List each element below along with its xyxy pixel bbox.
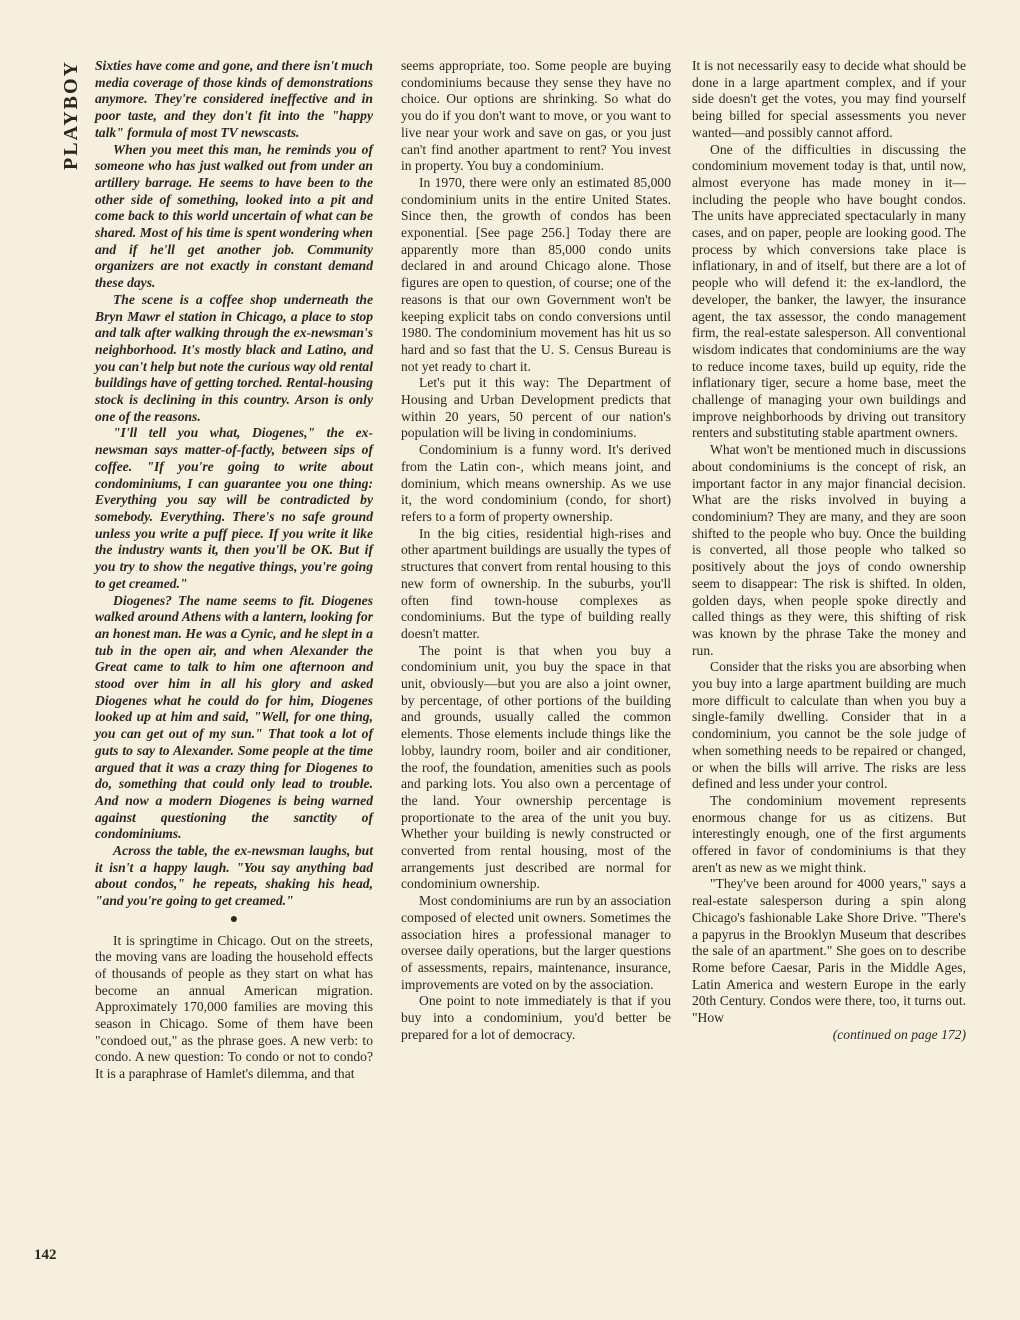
paragraph: In the big cities, residential high-rises and other apartment buildings are usually the types of structures that convert from rental housing to this new form of ownership. In the suburbs, you'll often find town-house complexes as condominiums. But the type of building really doesn't matter.	[401, 525, 671, 641]
paragraph: It is not necessarily easy to decide what should be done in a large apartment complex, and if your side doesn't get the votes, you may find yourself being billed for special assessments you never wanted—and possibly cannot afford.	[692, 58, 966, 140]
paragraph: The scene is a coffee shop underneath the Bryn Mawr el station in Chicago, a place to stop and talk after walking through the ex-newsman's neighborhood. It's mostly black and Latino, and you can't help but note the curious way old rental buildings have of getting torched. Rental-housing stock is declining in this country. Arson is only one of the reasons.	[95, 291, 373, 424]
paragraph: What won't be mentioned much in discussions about condominiums is the concept of risk, an important factor in any major financial decision. What are the risks involved in buying a condominium? They are many, and they are soon shifted to the people who buy. Once the building is converted, all those people who talked so positively about the joys of condo ownership seem to disappear: The risk is shifted. In olden, golden days, when people spoke directly and called things as they were, this shifting of risk was known by the phrase Take the money and run.	[692, 442, 966, 658]
paragraph: In 1970, there were only an estimated 85,000 condominium units in the entire United States. Since then, the growth of condos has been exponential. [See page 256.] Today there are apparently more than 85,000 condo units declared in and around Chicago alone. Those figures are open to question, of course; one of the reasons is that our own Government won't be keeping explicit tabs on condo conversions until 1980. The condominium movement has hit us so hard and so fast that the U. S. Census Bureau is not yet ready to chart it.	[401, 174, 671, 374]
column-3	[692, 58, 966, 1043]
section-separator: ●	[229, 911, 239, 927]
paragraph: "I'll tell you what, Diogenes," the ex-newsman says matter-of-factly, between sips of coffee. "If you're going to write about condominiums, I can guarantee you one thing: Everything you say will be contradicted by somebody. Everything. There's no safe ground unless you write a puff piece. If you write it like the industry wants it, then you'll be OK. But if you try to show the negative things, you're going to get creamed."	[95, 425, 373, 591]
paragraph: Let's put it this way: The Department of Housing and Urban Development predicts that within 20 years, 50 percent of our nation's population will be living in condominiums.	[401, 375, 671, 441]
paragraph: One point to note immediately is that if you buy into a condominium, you'd better be prepared for a lot of democracy.	[401, 993, 671, 1042]
paragraph: Most condominiums are run by an association composed of elected unit owners. Sometimes the association hires a professional manager to oversee daily operations, but the larger questions of assessments, repairs, maintenance, insurance, improvements are voted on by the association.	[401, 893, 671, 992]
page-number: 142	[34, 1247, 57, 1263]
paragraph: When you meet this man, he reminds you of someone who has just walked out from under an artillery barrage. He seems to have been to the other side of something, looked into a pit and come back to this world uncertain of what can be shared. Most of his time is spent wondering when and if he'll get another job. Community organizers are not exactly in constant demand these days.	[95, 141, 373, 291]
column-1	[95, 58, 373, 1083]
paragraph: Condominium is a funny word. It's derived from the Latin con-, which means joint, and dominium, which means ownership. As we use it, the word condominium (condo, for short) refers to a form of property ownership.	[401, 442, 671, 524]
continued-note: (continued on page 172)	[832, 1026, 966, 1042]
paragraph: Consider that the risks you are absorbing when you buy into a large apartment building are much more difficult to calculate than when you buy a single-family dwelling. Consider that in a condominium, you cannot be the sole judge of when something needs to be repaired or changed, or when the bills will arrive. The risks are less defined and less under your control.	[692, 659, 966, 792]
paragraph: The point is that when you buy a condominium unit, you buy the space in that unit, obviously—but you are also a joint owner, by percentage, of other portions of the building and grounds, usually called the common elements. Those elements include things like the lobby, laundry room, boiler and air conditioner, the roof, the foundation, amenities such as pools and parking lots. You also own a percentage of the land. Your ownership percentage is proportionate to the area of the unit you buy. Whether your building is newly constructed or converted from rental housing, most of the arrangements just described are normal for condominium ownership.	[401, 642, 671, 892]
paragraph: Across the table, the ex-newsman laughs, but it isn't a happy laugh. "You say anything bad about condos," he repeats, shaking his head, "and you're going to get creamed."	[95, 843, 373, 909]
paragraph: Diogenes? The name seems to fit. Diogenes walked around Athens with a lantern, looking for an honest man. He was a Cynic, and he slept in a tub in the open air, and when Alexander the Great came to talk to him one afternoon and stood over him in all his glory and asked Diogenes what he could do for him, Diogenes looked up at him and said, "Well, for one thing, you can get out of my sun." That took a lot of guts to say to Alexander. Some people at the time argued that it was a crazy thing for Diogenes to do, something that could only lead to trouble. And now a modern Diogenes is being warned against questioning the sanctity of condominiums.	[95, 592, 373, 842]
magazine-running-head: PLAYBOY	[60, 60, 82, 170]
paragraph: One of the difficulties in discussing the condominium movement today is that, until now, almost everyone has made money in it—including the people who have bought condos. The units have appreciated spectacularly in many cases, and on paper, people are looking good. The process by which conversions take place is inflationary, in and of itself, but there are a lot of people who will defend it: the ex-landlord, the developer, the banker, the lawyer, the insurance agent, the tax assessor, the condo management firm, the real-estate salesperson. All conventional wisdom indicates that condominiums are the way to reduce income taxes, build up equity, ride the inflationary tiger, secure a home base, meet the challenge of managing your own buildings and improve neighborhoods by driving out transitory renters and substituting stable apartment owners.	[692, 141, 966, 441]
paragraph: "They've been around for 4000 years," says a real-estate salesperson during a spin along Chicago's fashionable Lake Shore Drive. "There's a papyrus in the Brooklyn Museum that describes the sale of an apartment." She goes on to describe Rome before Caesar, Paris in the Middle Ages, Latin America and western Europe in the early 20th Century. Condos were there, too, it turns out. "How	[692, 876, 966, 1026]
column-2	[401, 58, 671, 1043]
paragraph: The condominium movement represents enormous change for us as citizens. But interestingly enough, one of the first arguments offered in favor of condominiums is that they aren't as new as we might think.	[692, 792, 966, 875]
paragraph: It is springtime in Chicago. Out on the streets, the moving vans are loading the household effects of thousands of people as they start on what has become an annual American migration. Approximately 170,000 families are moving this season in Chicago. Some of them have been "condoed out," as the phrase goes. A new verb: to condo. A new question: To condo or not to condo? It is a paraphrase of Hamlet's dilemma, and that	[95, 932, 373, 1082]
paragraph: Sixties have come and gone, and there isn't much media coverage of those kinds of demonstrations anymore. They're considered ineffective and in poor taste, and they don't fit into the "happy talk" formula of most TV newscasts.	[95, 58, 373, 140]
paragraph: seems appropriate, too. Some people are buying condominiums because they sense they have no choice. Our options are shrinking. So what do you do if you don't want to move, or you want to live near your work and save on gas, or you just can't find another apartment to rent? You invest in property. You buy a condominium.	[401, 58, 671, 174]
